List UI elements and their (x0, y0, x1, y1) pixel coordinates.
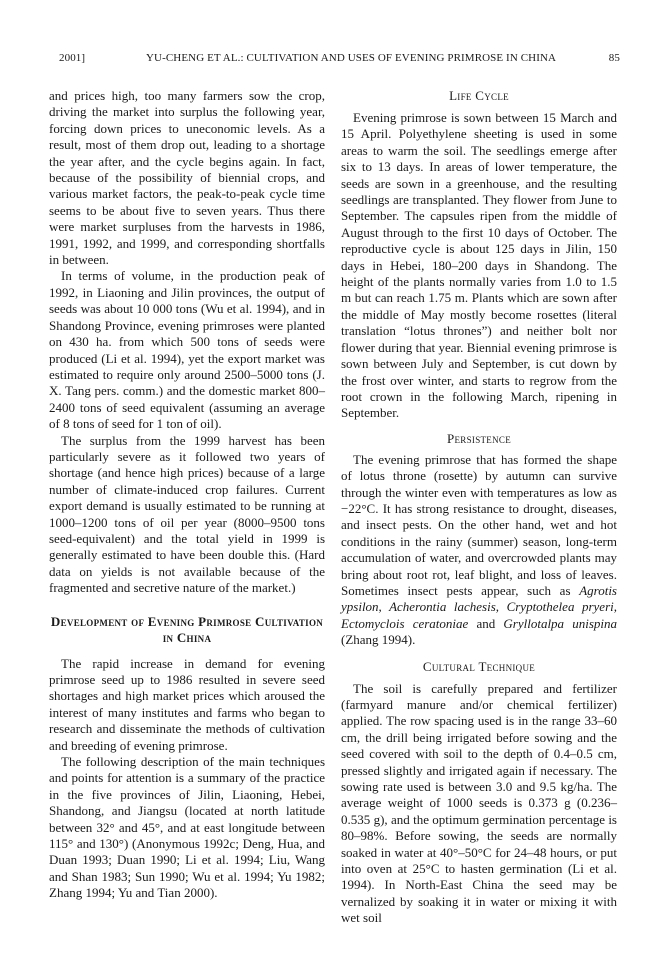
paragraph: The surplus from the 1999 harvest has been particularly severe as it followed two years of shortage (and hence high prices) because of a large number of climate-induced crop failures. Current export demand is usually estimated to be running at 1000–1200 tons of oil per year (8000–9500 tons seed-equivalent) and the total yield in 1999 is generally estimated to have been double this. (Hard data on yields is not available because of the fragmented and secretive nature of the market.) (49, 432, 325, 596)
left-column (49, 88, 325, 902)
subsection-heading-life-cycle: Life Cycle (449, 88, 509, 103)
paragraph: and prices high, too many farmers sow the crop, driving the market into surplus the following year, forcing down prices to uneconomic levels. As a result, most of them drop out, leading to a shortage the year after, and the cycle begins again. In fact, because of the possibility of biennial crops, and various market factors, the peak-to-peak cycle time seems to be about five to seven years. Thus there were market surpluses from the harvests in 1986, 1991, 1992, and 1999, and corresponding shortfalls in between. (49, 88, 325, 268)
paragraph: In terms of volume, in the production peak of 1992, in Liaoning and Jilin provinces, the output of seeds was about 10 000 tons (Wu et al. 1994), and in Shandong Province, evening primroses were planted on 430 ha. from which 500 tons of seeds were produced (Li et al. 1994), yet the export market was estimated to require only around 2500–5000 tons (J. X. Tang pers. comm.) and the domestic market 800–2400 tons of seed equivalent (assuming an average of 8 tons of seed for 1 ton of oil). (49, 268, 325, 432)
paragraph: The following description of the main techniques and points for attention is a summary of the practice in the five provinces of Jilin, Liaoning, Hebei, Shandong, and Jiangsu (located at north latitude between 32° and 45°, and at east longitude between 115° and 130°) (Anonymous 1992c; Deng, Hua, and Duan 1993; Duan 1990; Li et al. 1994; Liu, Wang and Shan 1983; Sun 1990; Wu et al. 1994; Yu 1982; Zhang 1994; Yu and Tian 2000). (49, 754, 325, 901)
running-header (41, 52, 620, 68)
subsection-heading-persistence: Persistence (446, 430, 512, 446)
subsection-heading-cultural-technique: Cultural Technique (422, 658, 536, 674)
header-title: YU-CHENG ET AL.: CULTIVATION AND USES OF EVENING PRIMROSE IN CHINA (146, 52, 557, 64)
species-name: Gryllotalpa unispina (503, 615, 617, 631)
section-heading: Development of Evening Primrose Cultivation in China (50, 613, 324, 646)
citation: (Zhang 1994). (341, 632, 416, 648)
right-column (341, 88, 617, 927)
conjunction: and (476, 615, 496, 631)
paragraph: The soil is carefully prepared and fertilizer (farmyard manure and/or chemical fertilizer) applied. The row spacing used is in the range 33–60 cm, the drill being irrigated before sowing and the seed covered with soil to the depth of 0.4–0.5 cm, pressed slightly and irrigated again if necessary. The sowing rate used is between 3.0 and 9.5 kg/ha. The average weight of 1000 seeds is 0.373 g (0.236–0.535 g), and the optimum germination percentage is 80–98%. Before sowing, the seeds are normally soaked in water at 40°–50°C for 24–48 hours, or put into oven at 25°C to hasten germination (Li et al. 1994). In North-East China the seed may be vernalized by soaking it in water or mixing it with wet soil (341, 680, 617, 926)
paragraph: The rapid increase in demand for evening primrose seed up to 1986 resulted in severe seed shortages and high market prices which aroused the interest of many institutes and farms who began to research and disseminate the methods of cultivation and breeding of evening primrose. (49, 655, 325, 753)
paragraph (341, 452, 617, 649)
species-names: Agrotis ypsilon, Acherontia lachesis, Cryptothelea pryeri, Ectomyclois ceratoniae (341, 582, 617, 631)
header-year: 2001] (59, 52, 86, 64)
paragraph: Evening primrose is sown between 15 March and 15 April. Polyethylene sheeting is used in some areas to warm the soil. The seedlings emerge after six to 13 days. In areas of lower temperature, the seeds are sown in a greenhouse, and the resulting seedlings are transplanted. They flower from June to September. The capsules ripen from the middle of August through to the first 10 days of October. The reproductive cycle is about 125 days in Jilin, 150 days in Hebei, 180–200 days in Shandong. The height of the plants normally varies from 1.0 to 1.5 m but can reach 1.75 m. Plants which are sown after the middle of May mostly become rosettes (literal translation “lotus thrones”) and neither bolt nor flower during that year. Biennial evening primrose is sown between July and September, is cut down by the frost over winter, and starts to regrow from the root crown in the following March, ripening in September. (341, 110, 617, 421)
paragraph-text: The evening primrose that has formed the shape of lotus throne (rosette) by autumn can survive through the winter even with temperatures as low as −22°C. It has strong resistance to drought, diseases, and insect pests. On the other hand, wet and hot conditions in the rainy (summer) season, long-term accumulation of water, and overcrowded plants may bring about root rot, leaf blight, and loss of leaves. Sometimes insect pests appear, such as (341, 451, 617, 598)
page-number: 85 (608, 52, 620, 64)
